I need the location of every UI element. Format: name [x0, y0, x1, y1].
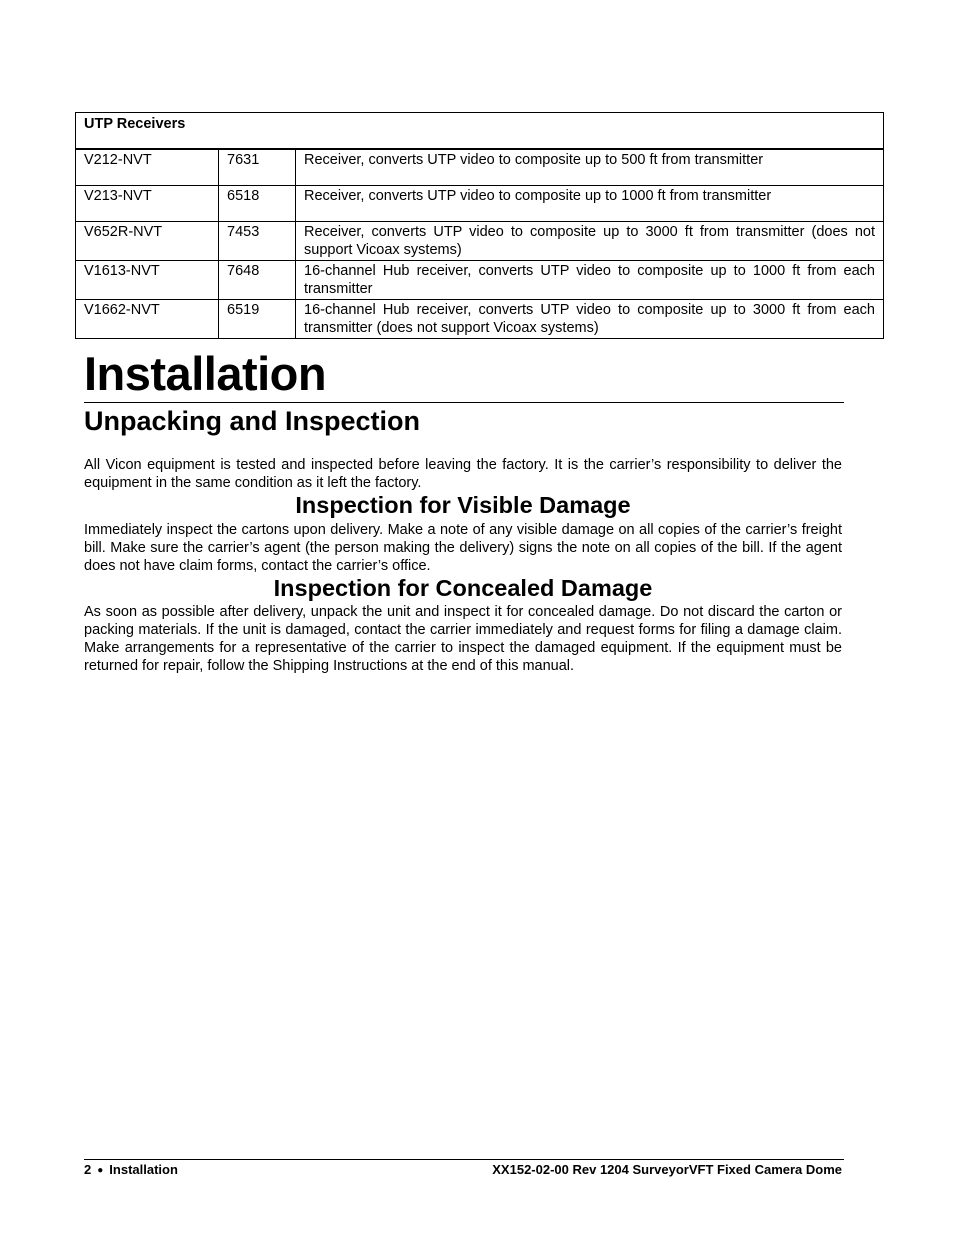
unpacking-heading: Unpacking and Inspection — [84, 406, 421, 436]
model-cell: V1662-NVT — [76, 300, 219, 339]
footer-section: Installation — [109, 1162, 178, 1177]
description-cell: Receiver, converts UTP video to composite up to 1000 ft from transmitter — [296, 186, 884, 222]
code-cell: 6518 — [219, 186, 296, 222]
table-header: UTP Receivers — [76, 113, 884, 150]
table-row — [76, 300, 884, 339]
unpacking-paragraph: All Vicon equipment is tested and inspected before leaving the factory. It is the carrier’s responsibility to deliver the equipment in the same condition as it left the factory. — [84, 457, 842, 491]
table-row — [76, 149, 884, 186]
footer-divider — [84, 1159, 844, 1160]
concealed-damage-paragraph: As soon as possible after delivery, unpack the unit and inspect it for concealed damage. Do not discard the carton or packing materials. If the unit is damaged, contact the carrier immediately and request forms for filing a damage claim. Make arrangements for a representative of the carrier to inspect the damaged equipment. If the equipment must be returned for repair, follow the Shipping Instructions at the end of this manual. — [84, 604, 842, 674]
footer-document-title: XX152-02-00 Rev 1204 SurveyorVFT Fixed Camera Dome — [492, 1162, 842, 1177]
model-cell: V1613-NVT — [76, 261, 219, 300]
installation-heading: Installation — [84, 346, 844, 403]
table-row — [76, 261, 884, 300]
footer-left — [84, 1162, 178, 1177]
table-header-row — [76, 113, 884, 150]
model-cell: V652R-NVT — [76, 222, 219, 261]
bullet-icon: ● — [97, 1165, 104, 1176]
description-cell: 16-channel Hub receiver, converts UTP video to composite up to 1000 ft from each transmitter — [296, 261, 884, 300]
description-cell: Receiver, converts UTP video to composite up to 500 ft from transmitter — [296, 149, 884, 186]
table-row — [76, 222, 884, 261]
model-cell: V212-NVT — [76, 149, 219, 186]
description-cell: 16-channel Hub receiver, converts UTP video to composite up to 3000 ft from each transmitter (does not support Vicoax systems) — [296, 300, 884, 339]
visible-damage-paragraph: Immediately inspect the cartons upon delivery. Make a note of any visible damage on all copies of the carrier’s freight bill. Make sure the carrier’s agent (the person making the delivery) signs the note on all copies of the bill. If the agent does not have claim forms, contact the carrier’s office. — [84, 522, 842, 574]
visible-damage-heading: Inspection for Visible Damage — [295, 492, 631, 518]
code-cell: 7648 — [219, 261, 296, 300]
code-cell: 7453 — [219, 222, 296, 261]
concealed-damage-heading: Inspection for Concealed Damage — [273, 575, 653, 601]
description-cell: Receiver, converts UTP video to composite up to 3000 ft from transmitter (does not support Vicoax systems) — [296, 222, 884, 261]
utp-receivers-table — [75, 112, 884, 339]
table-row — [76, 186, 884, 222]
code-cell: 6519 — [219, 300, 296, 339]
model-cell: V213-NVT — [76, 186, 219, 222]
page-number: 2 — [84, 1162, 92, 1177]
code-cell: 7631 — [219, 149, 296, 186]
